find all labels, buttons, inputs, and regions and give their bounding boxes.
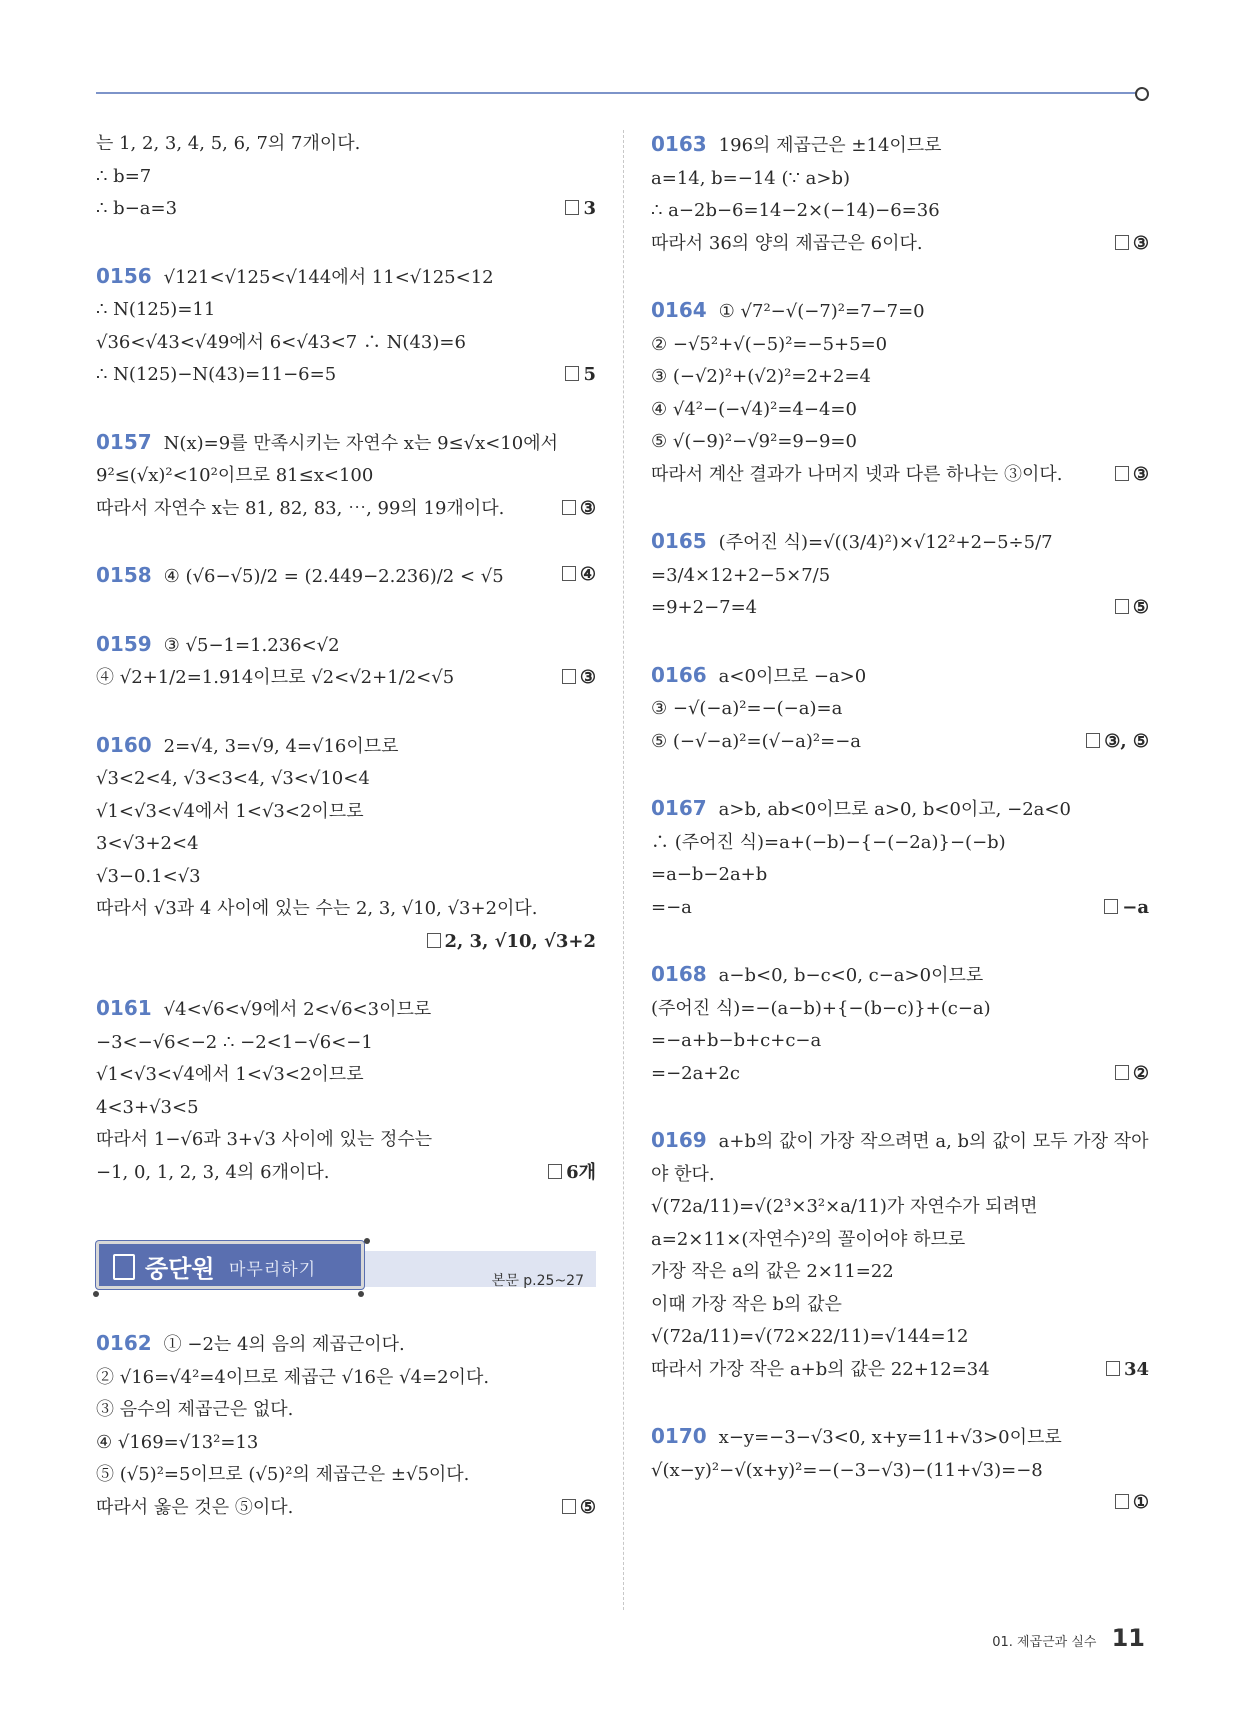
- section-title: 중단원: [145, 1255, 215, 1283]
- problem-block: [651, 792, 1149, 924]
- problem-text: ∴ N(125)−N(43)=11−6=5: [96, 364, 337, 385]
- problem-line: [96, 193, 596, 226]
- page-footer: [992, 1624, 1145, 1652]
- problem-number: 0166: [651, 662, 707, 687]
- problem-text: ④ √169=√13²=13: [96, 1431, 259, 1453]
- problem-text: 2=√4, 3=√9, 4=√16이므로: [163, 735, 399, 757]
- answer-mark: [562, 662, 596, 695]
- problem-block: [96, 260, 596, 392]
- problem-text: =9+2−7=4: [651, 597, 758, 618]
- answer-text: 34: [1123, 1358, 1149, 1380]
- answer-line: [651, 1487, 1149, 1520]
- answer-text: ③, ⑤: [1104, 730, 1149, 752]
- problem-text: (주어진 식)=−(a−b)+{−(b−c)}+(c−a): [651, 997, 991, 1019]
- answer-mark: [1106, 1354, 1149, 1387]
- answer-icon: [427, 933, 441, 948]
- answer-mark: [562, 559, 596, 592]
- problem-text: 따라서 36의 양의 제곱근은 6이다.: [651, 232, 923, 254]
- problem-line: [651, 163, 1149, 196]
- problem-text: ∴ b=7: [96, 165, 152, 187]
- problem-text: ④ √2+1/2=1.914이므로 √2<√2+1/2<√5: [96, 667, 455, 688]
- answer-text: ④: [579, 564, 596, 585]
- problem-line: [651, 394, 1149, 427]
- problem-text: ⑤ (√5)²=5이므로 (√5)²의 제곱근은 ±√5이다.: [96, 1464, 470, 1485]
- problem-text: 따라서 계산 결과가 나머지 넷과 다른 하나는 ③이다.: [651, 463, 1063, 485]
- problem-text: √1<√3<√4에서 1<√3<2이므로: [96, 1064, 364, 1085]
- problem-line: [651, 459, 1149, 492]
- problem-number: 0165: [651, 529, 707, 553]
- problem-line: [96, 493, 596, 526]
- problem-text: ∴ b−a=3: [96, 198, 178, 219]
- problem-text: ③ −√(−a)²=−(−a)=a: [651, 698, 843, 719]
- answer-text: ⑤: [579, 1496, 596, 1518]
- problem-line: [651, 1420, 1149, 1455]
- problem-text: √4<√6<√9에서 2<√6<3이므로: [163, 999, 432, 1020]
- problem-line: [651, 1124, 1149, 1159]
- answer-icon: [562, 566, 576, 581]
- answer-icon: [1104, 899, 1118, 914]
- problem-line: [651, 1256, 1149, 1289]
- problem-line: [651, 792, 1149, 827]
- problem-text: a<0이므로 −a>0: [718, 665, 867, 687]
- problem-line: [651, 1289, 1149, 1322]
- problem-line: [651, 726, 1149, 759]
- problem-line: [651, 1321, 1149, 1354]
- problem-block: [651, 294, 1149, 491]
- section-page-ref: 본문 p.25~27: [491, 1273, 584, 1289]
- problem-text: ① −2는 4의 음의 제곱근이다.: [163, 1334, 405, 1355]
- problem-line: [96, 327, 596, 360]
- answer-mark: [565, 359, 596, 392]
- problem-line: [96, 1124, 596, 1157]
- problem-block: [651, 1124, 1149, 1386]
- problem-text: √(72a/11)=√(72×22/11)=√144=12: [651, 1326, 969, 1347]
- problem-line: [96, 1394, 596, 1427]
- problem-line: [651, 1191, 1149, 1224]
- left-column: [96, 128, 596, 1558]
- problem-line: [651, 693, 1149, 726]
- answer-icon: [1115, 235, 1129, 250]
- problem-text: a−b<0, b−c<0, c−a>0이므로: [718, 965, 984, 986]
- problem-number: 0158: [96, 563, 152, 587]
- answer-line: [96, 926, 596, 959]
- problem-line: [651, 659, 1149, 694]
- problem-line: [651, 1058, 1149, 1091]
- problem-text: ④ √4²−(−√4)²=4−4=0: [651, 398, 857, 420]
- problem-line: [651, 958, 1149, 993]
- problem-line: [96, 796, 596, 829]
- problem-line: [96, 893, 596, 926]
- answer-text: 3: [583, 198, 596, 219]
- answer-text: ①: [1132, 1492, 1149, 1513]
- answer-text: ③: [579, 667, 596, 688]
- problem-line: [96, 1092, 596, 1125]
- problem-number: 0161: [96, 996, 152, 1020]
- problem-line: [96, 1059, 596, 1092]
- top-rule-dot: [1135, 87, 1149, 101]
- problem-line: [96, 1027, 596, 1060]
- problem-line: [96, 763, 596, 796]
- problem-text: =−a: [651, 896, 692, 918]
- problem-line: [96, 1327, 596, 1362]
- problem-text: 196의 제곱근은 ±14이므로: [718, 135, 942, 156]
- problem-number: 0170: [651, 1424, 707, 1448]
- problem-text: 9²≤(√x)²<10²이므로 81≤x<100: [96, 465, 374, 486]
- problem-text: 4<3+√3<5: [96, 1096, 199, 1118]
- problem-line: [651, 195, 1149, 228]
- section-title-box: [96, 1241, 364, 1289]
- problem-text: 야 한다.: [651, 1163, 715, 1185]
- problem-text: ② −√5²+√(−5)²=−5+5=0: [651, 333, 888, 355]
- problem-line: [96, 1492, 596, 1525]
- problem-text: 따라서 옳은 것은 ⑤이다.: [96, 1496, 294, 1518]
- answer-text: ③: [579, 497, 596, 519]
- problem-block: [96, 628, 596, 695]
- answer-mark: [427, 931, 597, 952]
- answer-mark: [565, 193, 596, 226]
- answer-text: ②: [1132, 1062, 1149, 1084]
- problem-text: a=2×11×(자연수)²의 꼴이어야 하므로: [651, 1228, 966, 1250]
- problem-block: [96, 1327, 596, 1524]
- problem-text: (주어진 식)=√((3/4)²)×√12²+2−5÷5/7: [718, 532, 1053, 553]
- answer-icon: [565, 366, 579, 381]
- problem-text: 따라서 자연수 x는 81, 82, 83, ⋯, 99의 19개이다.: [96, 497, 505, 519]
- section-dot: [358, 1291, 364, 1297]
- problem-text: ① √7²−√(−7)²=7−7=0: [718, 301, 925, 322]
- answer-text: −a: [1122, 896, 1149, 918]
- problem-text: ② √16=√4²=4이므로 제곱근 √16은 √4=2이다.: [96, 1366, 490, 1388]
- problem-text: ∴ (주어진 식)=a+(−b)−{−(−2a)}−(−b): [651, 831, 1006, 853]
- answer-icon: [1115, 599, 1129, 614]
- problem-text: √121<√125<√144에서 11<√125<12: [163, 266, 494, 288]
- answer-mark: [548, 1157, 596, 1190]
- problem-number: 0169: [651, 1128, 707, 1152]
- problem-text: N(x)=9를 만족시키는 자연수 x는 9≤√x<10에서: [163, 432, 558, 454]
- problem-block: [651, 958, 1149, 1090]
- answer-icon: [565, 200, 579, 215]
- problem-line: [96, 628, 596, 663]
- problem-block: [96, 128, 596, 226]
- answer-text: ③: [1132, 463, 1149, 485]
- problem-block: [96, 559, 596, 594]
- problem-number: 0160: [96, 732, 152, 757]
- problem-block: [651, 128, 1149, 260]
- answer-mark: [1086, 726, 1149, 759]
- section-header: [96, 1241, 596, 1297]
- problem-number: 0164: [651, 298, 707, 322]
- problem-block: [651, 659, 1149, 759]
- problem-text: ∴ N(125)=11: [96, 299, 216, 320]
- problem-text: a+b의 값이 가장 작으려면 a, b의 값이 모두 가장 작아: [718, 1131, 1149, 1152]
- problem-block: [96, 729, 596, 959]
- problem-line: [651, 1159, 1149, 1192]
- section-dot: [93, 1291, 99, 1297]
- answer-text: ③: [1132, 232, 1149, 254]
- answer-text: ⑤: [1132, 597, 1149, 618]
- problem-block: [96, 992, 596, 1189]
- answer-icon: [562, 669, 576, 684]
- problem-number: 0162: [96, 1331, 152, 1355]
- problem-text: =−a+b−b+c+c−a: [651, 1030, 822, 1051]
- problem-number: 0156: [96, 263, 152, 288]
- problem-text: √(x−y)²−√(x+y)²=−(−3−√3)−(11+√3)=−8: [651, 1459, 1043, 1481]
- problem-line: [651, 892, 1149, 925]
- problem-line: [651, 128, 1149, 163]
- book-icon: [113, 1254, 135, 1280]
- problem-line: [96, 161, 596, 194]
- problem-line: [651, 1025, 1149, 1058]
- answer-icon: [562, 500, 576, 515]
- problem-text: 가장 작은 a의 값은 2×11=22: [651, 1261, 894, 1282]
- problem-text: a>b, ab<0이므로 a>0, b<0이고, −2a<0: [718, 799, 1071, 820]
- problem-line: [651, 859, 1149, 892]
- problem-line: [651, 1224, 1149, 1257]
- answer-icon: [1115, 1065, 1129, 1080]
- problem-line: [96, 260, 596, 295]
- problem-line: [651, 1354, 1149, 1387]
- answer-icon: [548, 1164, 562, 1179]
- problem-line: [651, 361, 1149, 394]
- problem-line: [651, 525, 1149, 560]
- problem-number: 0168: [651, 962, 707, 986]
- problem-line: [651, 294, 1149, 329]
- problem-number: 0157: [96, 429, 152, 454]
- problem-line: [651, 1455, 1149, 1488]
- problem-text: √36<√43<√49에서 6<√43<7 ∴ N(43)=6: [96, 331, 466, 353]
- problem-line: [96, 729, 596, 764]
- problem-text: 이때 가장 작은 b의 값은: [651, 1293, 842, 1315]
- problem-text: x−y=−3−√3<0, x+y=11+√3>0이므로: [718, 1427, 1062, 1448]
- answer-text: 2, 3, √10, √3+2: [444, 930, 596, 952]
- problem-text: =−2a+2c: [651, 1062, 740, 1084]
- problem-number: 0159: [96, 631, 152, 656]
- answer-icon: [1086, 733, 1100, 748]
- problem-number: 0167: [651, 796, 707, 820]
- page-number: 11: [1111, 1624, 1145, 1652]
- problem-line: [96, 1427, 596, 1460]
- problem-line: [651, 228, 1149, 261]
- problem-line: [96, 662, 596, 695]
- problem-text: 3<√3+2<4: [96, 833, 199, 854]
- problem-line: [96, 1362, 596, 1395]
- right-column: [651, 128, 1149, 1554]
- problem-text: a=14, b=−14 (∵ a>b): [651, 167, 851, 189]
- problem-text: −3<−√6<−2 ∴ −2<1−√6<−1: [96, 1031, 373, 1053]
- problem-line: [651, 993, 1149, 1026]
- problem-text: ③ √5−1=1.236<√2: [163, 634, 340, 656]
- problem-text: ∴ a−2b−6=14−2×(−14)−6=36: [651, 200, 940, 221]
- problem-block: [651, 525, 1149, 625]
- answer-icon: [1106, 1361, 1120, 1376]
- problem-block: [96, 426, 596, 526]
- problem-line: [96, 359, 596, 392]
- section-dot: [364, 1238, 370, 1244]
- problem-text: −1, 0, 1, 2, 3, 4의 6개이다.: [96, 1161, 330, 1183]
- problem-text: =a−b−2a+b: [651, 864, 768, 885]
- problem-text: 따라서 가장 작은 a+b의 값은 22+12=34: [651, 1358, 990, 1380]
- problem-text: 는 1, 2, 3, 4, 5, 6, 7의 7개이다.: [96, 133, 361, 154]
- problem-text: √3<2<4, √3<3<4, √3<√10<4: [96, 768, 370, 789]
- answer-mark: [1115, 459, 1149, 492]
- problem-line: [651, 827, 1149, 860]
- problem-text: √1<√3<√4에서 1<√3<2이므로: [96, 800, 364, 822]
- problem-line: [96, 1157, 596, 1190]
- answer-mark: [562, 1492, 596, 1525]
- problem-text: 따라서 1−√6과 3+√3 사이에 있는 정수는: [96, 1129, 433, 1150]
- answer-mark: [1115, 228, 1149, 261]
- answer-text: 5: [583, 364, 596, 385]
- problem-block: [651, 1420, 1149, 1520]
- answer-mark: [1104, 892, 1149, 925]
- problem-text: ③ (−√2)²+(√2)²=2+2=4: [651, 366, 871, 387]
- answer-mark: [562, 493, 596, 526]
- problem-line: [96, 128, 596, 161]
- section-bar: [358, 1251, 596, 1287]
- problem-line: [96, 294, 596, 327]
- problem-line: [96, 426, 596, 461]
- column-divider: [623, 130, 624, 1610]
- problem-text: ③ 음수의 제곱근은 없다.: [96, 1399, 294, 1420]
- problem-line: [96, 559, 596, 594]
- answer-icon: [1115, 466, 1129, 481]
- problem-text: ④ (√6−√5)/2 = (2.449−2.236)/2 < √5: [163, 566, 504, 587]
- problem-text: 따라서 √3과 4 사이에 있는 수는 2, 3, √10, √3+2이다.: [96, 898, 538, 919]
- top-rule: [96, 92, 1140, 94]
- answer-mark: [1115, 1058, 1149, 1091]
- problem-line: [651, 426, 1149, 459]
- problem-line: [651, 560, 1149, 593]
- problem-line: [651, 329, 1149, 362]
- problem-line: [96, 861, 596, 894]
- problem-line: [96, 828, 596, 861]
- problem-line: [651, 592, 1149, 625]
- problem-text: √(72a/11)=√(2³×3²×a/11)가 자연수가 되려면: [651, 1196, 1038, 1217]
- problem-line: [96, 460, 596, 493]
- chapter-label: 01. 제곱근과 실수: [992, 1635, 1097, 1650]
- answer-icon: [1115, 1494, 1129, 1509]
- problem-text: ⑤ √(−9)²−√9²=9−9=0: [651, 431, 857, 452]
- answer-mark: [1115, 1492, 1149, 1513]
- problem-text: ⑤ (−√−a)²=(√−a)²=−a: [651, 730, 862, 752]
- problem-text: √3−0.1<√3: [96, 865, 201, 887]
- problem-text: =3/4×12+2−5×7/5: [651, 564, 831, 586]
- answer-text: 6개: [566, 1161, 596, 1183]
- section-subtitle: 마무리하기: [229, 1260, 317, 1280]
- answer-mark: [1115, 592, 1149, 625]
- answer-icon: [562, 1499, 576, 1514]
- problem-line: [96, 1459, 596, 1492]
- problem-line: [96, 992, 596, 1027]
- problem-number: 0163: [651, 132, 707, 156]
